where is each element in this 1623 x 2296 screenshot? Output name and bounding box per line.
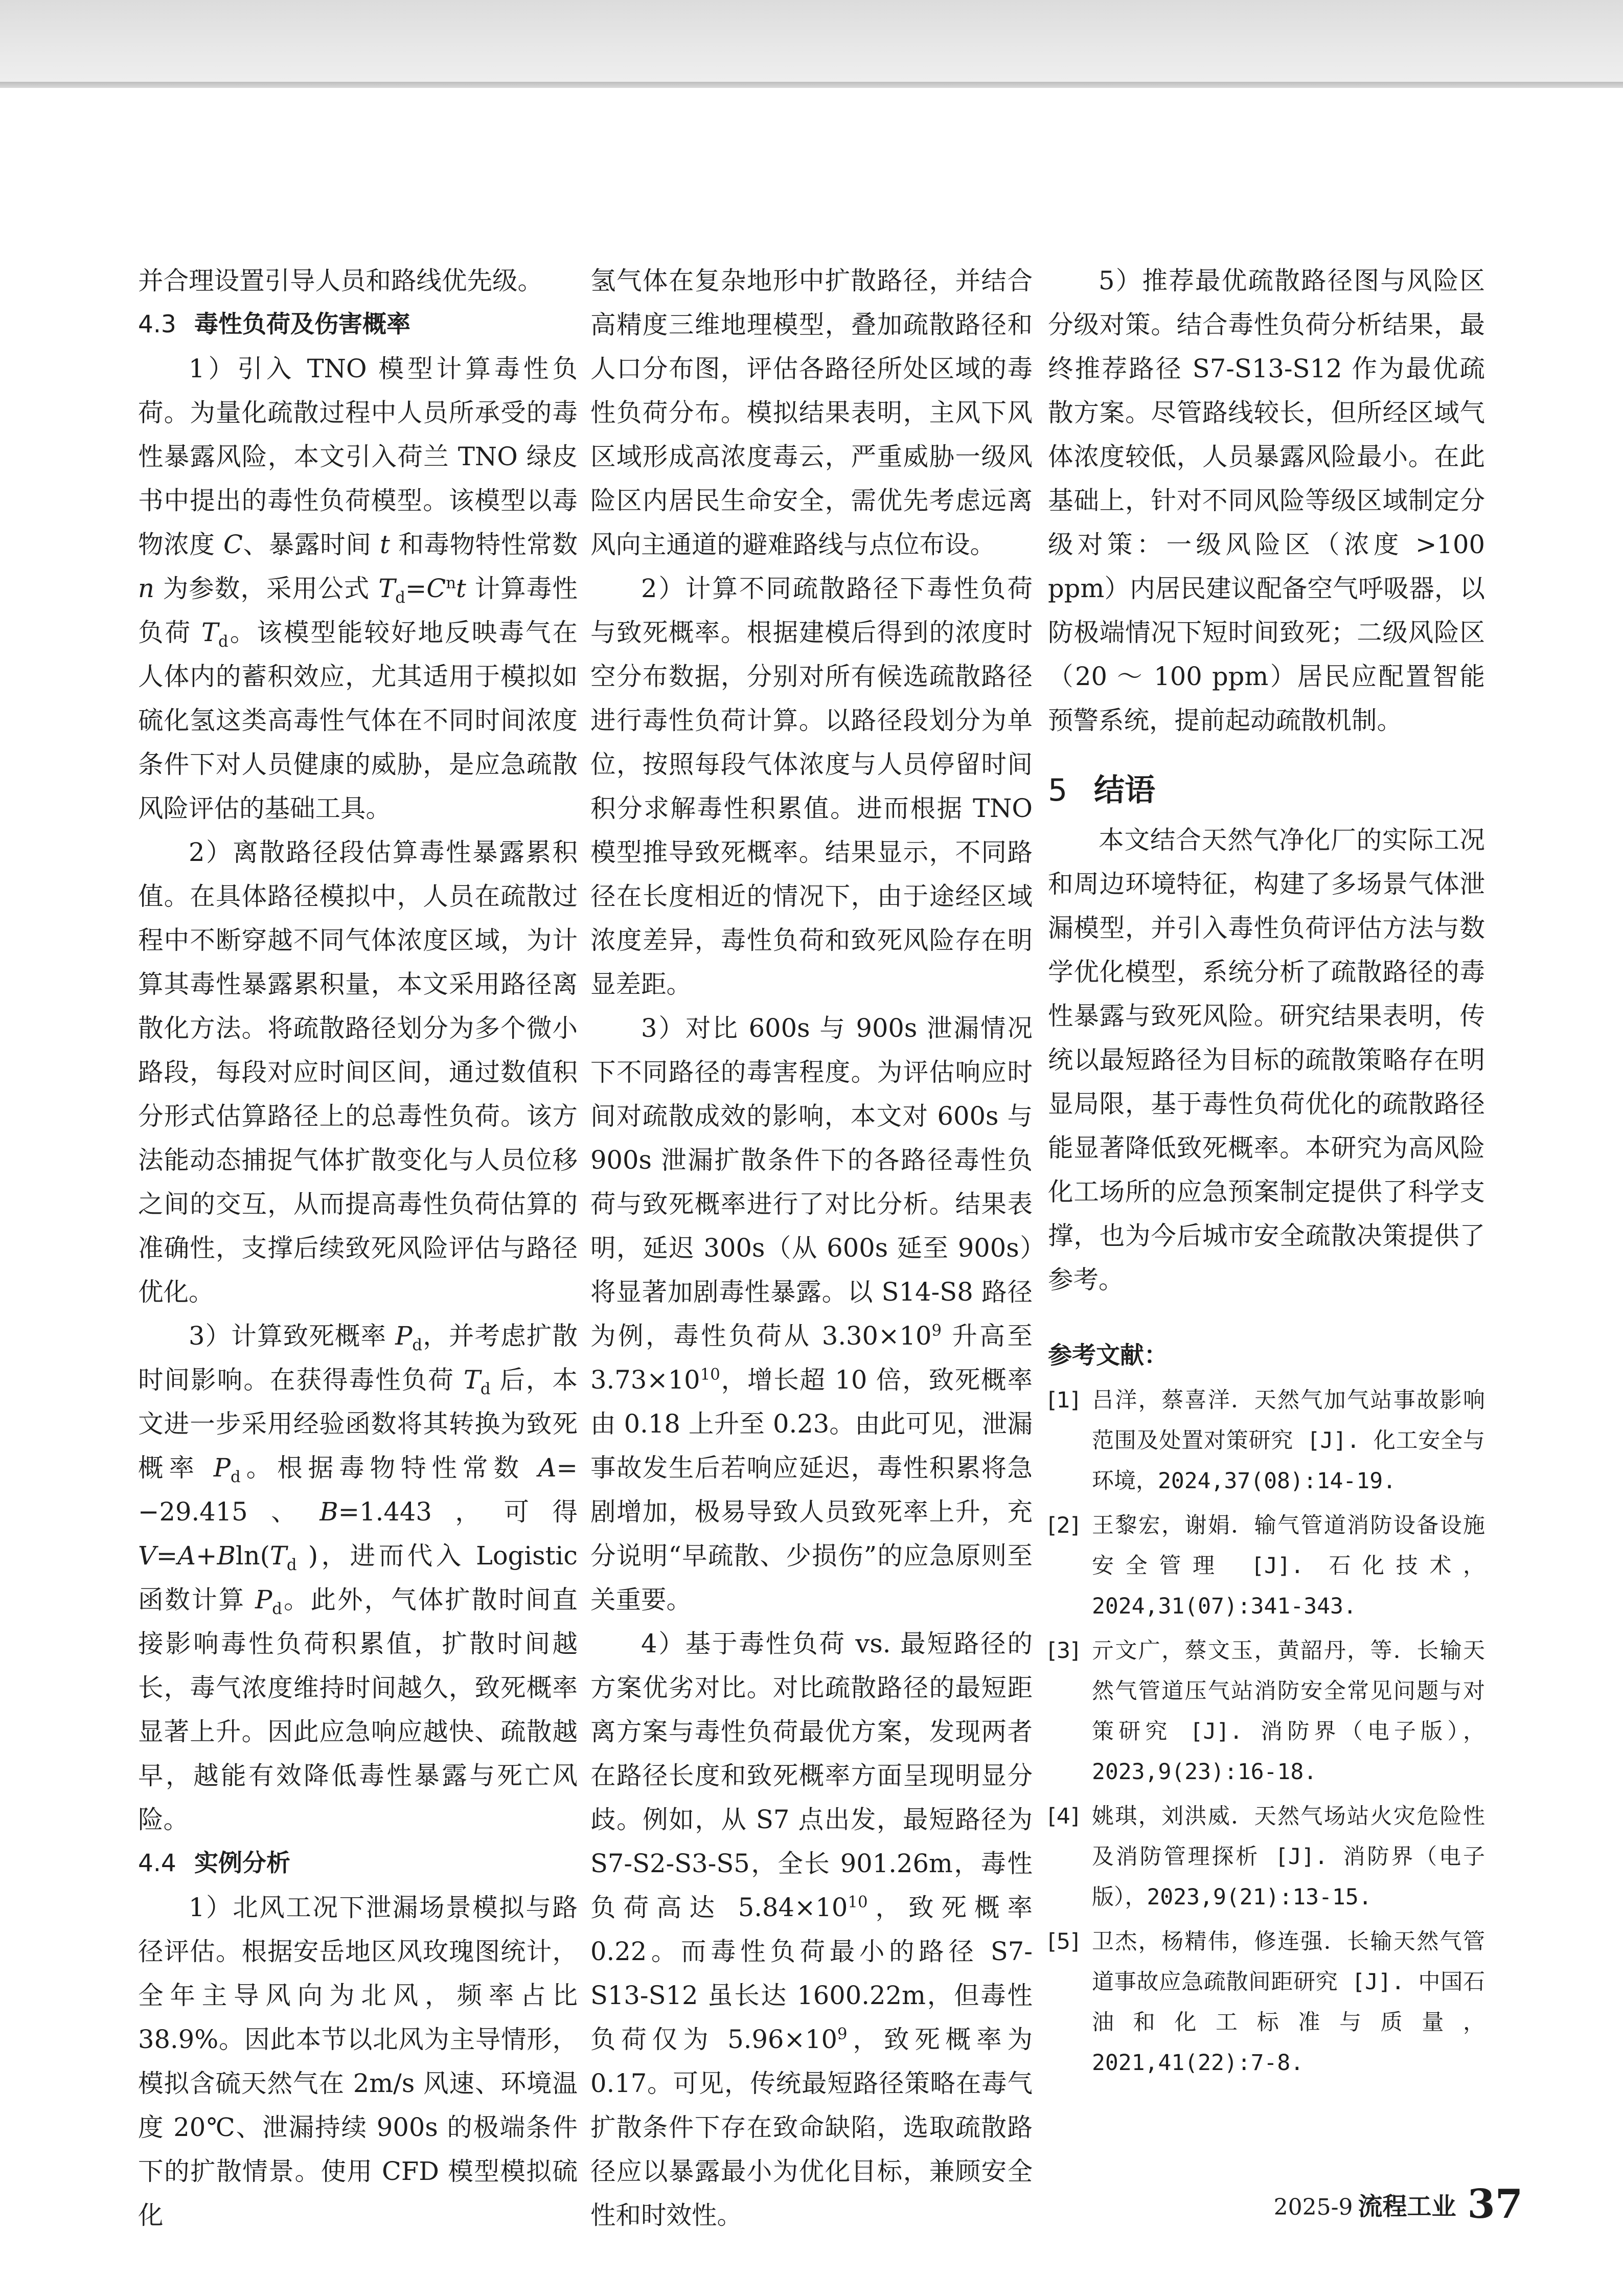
paragraph-discrete-path: 2）离散路径段估算毒性暴露累积值。在具体路径模拟中，人员在疏散过程中不断穿越不同气体浓度区域，为计算其毒性暴露累积量，本文采用路径离散化方法。将疏散路径划分为多个微小路段，每段对应时间区间，通过数值积分形式估算路径上的总毒性负荷。该方法能动态捕捉气体扩散变化与人员位移之间的交互，从而提高毒性负荷估算的准确性，支撑后续致死风险评估与路径优化。 — [138, 837, 578, 1307]
references-title: 参考文献： — [1048, 1342, 1168, 1370]
section-number: 4.3 — [138, 310, 176, 338]
column-3 — [1048, 259, 1485, 2083]
journal-name: 流程工业 — [1358, 2192, 1456, 2221]
reference-item — [1048, 1506, 1485, 1627]
reference-number: [5] — [1048, 1929, 1079, 1954]
page-footer — [1274, 2181, 1523, 2227]
section-number: 4.4 — [138, 1849, 176, 1877]
paragraph-shortest-vs-toxic: 4）基于毒性负荷 vs. 最短路径的方案优劣对比。对比疏散路径的最短距离方案与毒性负荷最优方案，发现两者在路径长度和致死概率方面呈现明显分歧。例如，从 S7 点出发，最短路径为 S7-S2-S3-S5，全长 901.26m，毒性负荷高达 $5.84\times 10^{10}$，致死概率 0.22。而毒性负荷最小的路径 S7-S13-S12 虽长达 1600.22m，但毒性负荷仅为 $5.96\times 10^9$，致死概率为 0.17。可见，传统最短路径策略在毒气扩散条件下存在致命缺陷，选取疏散路径应以暴露最小为优化目标，兼顾安全性和时效性。 — [590, 1629, 1033, 2230]
paragraph-recommended-route: 5）推荐最优疏散路径图与风险区分级对策。结合毒性负荷分析结果，最终推荐路径 S7-S13-S12 作为最优疏散方案。尽管路线较长，但所经区域气体浓度较低，人员暴露风险最小。在此基础上，针对不同风险等级区域制定分级对策：一级风险区（浓度 >100 ppm）内居民建议配备空气呼吸器，以防极端情况下短时间致死；二级风险区（20 ～ 100 ppm）居民应配置智能预警系统，提前起动疏散机制。 — [1048, 266, 1485, 735]
issue-label: 2025-9 — [1273, 2194, 1353, 2220]
reference-item — [1048, 1631, 1485, 1792]
paragraph-conclusion: 本文结合天然气净化厂的实际工况和周边环境特征，构建了多场景气体泄漏模型，并引入毒性负荷评估方法与数学优化模型，系统分析了疏散路径的毒性暴露与致死风险。研究结果表明，传统以最短路径为目标的疏散策略存在明显局限，基于毒性负荷优化的疏散路径能显著降低致死概率。本研究为高风险化工场所的应急预案制定提供了科学支撑，也为今后城市安全疏散决策提供了参考。 — [1048, 825, 1485, 1294]
reference-item — [1048, 1380, 1485, 1502]
column-1 — [138, 259, 578, 2237]
paragraph-lethal-probability: 3）计算致死概率 $P_d$，并考虑扩散时间影响。在获得毒性负荷 $T_d$ 后，本文进一步采用经验函数将其转换为致死概率 $P_d$。根据毒物特性常数 A= −29.415、B=1.443，可得 $V=A+Bln(T_d$ )，进而代入 Logistic 函数计算 $P_d$。此外，气体扩散时间直接影响毒性负荷积累值，扩散时间越长，毒气浓度维持时间越久，致死概率显著上升。因此应急响应越快、疏散越早，越能有效降低毒性暴露与死亡风险。 — [138, 1321, 578, 1834]
column-2 — [590, 259, 1033, 2237]
section-title: 实例分析 — [194, 1849, 290, 1877]
top-gray-band — [0, 0, 1623, 88]
paragraph: 氢气体在复杂地形中扩散路径，并结合高精度三维地理模型，叠加疏散路径和人口分布图，评估各路径所处区域的毒性负荷分布。模拟结果表明，主风下风区域形成高浓度毒云，严重威胁一级风险区内居民生命安全，需优先考虑远离风向主通道的避难路线与点位布设。 — [590, 266, 1033, 559]
paragraph-north-wind: 1）北风工况下泄漏场景模拟与路径评估。根据安岳地区风玫瑰图统计，全年主导风向为北风，频率占比 38.9%。因此本节以北风为主导情形，模拟含硫天然气在 2m/s 风速、环境温度 20℃、泄漏持续 900s 的极端条件下的扩散情景。使用 CFD 模型模拟硫化 — [138, 1893, 578, 2230]
paragraph-tno-model: 1）引入 TNO 模型计算毒性负荷。为量化疏散过程中人员所承受的毒性暴露风险，本文引入荷兰 TNO 绿皮书中提出的毒性负荷模型。该模型以毒物浓度 C、暴露时间 t 和毒物特性常数 n 为参数，采用公式 $T_d=C^nt$ 计算毒性负荷 $T_d$。该模型能较好地反映毒气在人体内的蓄积效应，尤其适用于模拟如硫化氢这类高毒性气体在不同时间浓度条件下对人员健康的威胁，是应急疏散风险评估的基础工具。 — [138, 354, 578, 823]
paragraph-600s-900s: 3）对比 600s 与 900s 泄漏情况下不同路径的毒害程度。为评估响应时间对疏散成效的影响，本文对 600s 与 900s 泄漏扩散条件下的各路径毒性负荷与致死概率进行了对比分析。结果表明，延迟 300s（从 600s 延至 900s）将显著加剧毒性暴露。以 S14-S8 路径为例，毒性负荷从 $3.30\times 10^9$ 升高至 $3.73\times 10^{10}$，增长超 10 倍，致死概率由 0.18 上升至 0.23。由此可见，泄漏事故发生后若响应延迟，毒性积累将急剧增加，极易导致人员致死率上升，充分说明“早疏散、少损伤”的应急原则至关重要。 — [590, 1013, 1033, 1615]
reference-number: [4] — [1048, 1804, 1079, 1829]
section-number: 5 — [1048, 772, 1068, 808]
section-title: 结语 — [1094, 772, 1155, 808]
page-number: 37 — [1467, 2181, 1523, 2227]
reference-text: 姚琪，刘洪威．天然气场站火灾危险性及消防管理探析 [J]. 消防界（电子版），2023,9(21):13-15. — [1092, 1804, 1485, 1910]
reference-item — [1048, 1797, 1485, 1918]
reference-text: 亓文广，蔡文玉，黄韶丹，等．长输天然气管道压气站消防安全常见问题与对策研究 [J]. 消防界（电子版），2023,9(23):16-18. — [1092, 1638, 1485, 1785]
reference-number: [2] — [1048, 1513, 1079, 1538]
section-title: 毒性负荷及伤害概率 — [194, 310, 410, 338]
reference-number: [1] — [1048, 1388, 1079, 1413]
reference-item — [1048, 1922, 1485, 2083]
section-heading-4-3 — [138, 303, 578, 347]
reference-text: 吕洋，蔡喜洋．天然气加气站事故影响范围及处置对策研究 [J]. 化工安全与环境，2024,37(08):14-19. — [1092, 1388, 1485, 1494]
section-heading-4-4 — [138, 1842, 578, 1885]
paragraph-toxic-load-calc: 2）计算不同疏散路径下毒性负荷与致死概率。根据建模后得到的浓度时空分布数据，分别对所有候选疏散路径进行毒性负荷计算。以路径段划分为单位，按照每段气体浓度与人员停留时间积分求解毒性积累值。进而根据 TNO 模型推导致死概率。结果显示，不同路径在长度相近的情况下，由于途经区域浓度差异，毒性负荷和致死风险存在明显差距。 — [590, 574, 1033, 999]
section-heading-5 — [1048, 770, 1485, 811]
paragraph: 并合理设置引导人员和路线优先级。 — [138, 266, 543, 295]
reference-number: [3] — [1048, 1638, 1079, 1664]
reference-text: 卫杰，杨精伟，修连强．长输天然气管道事故应急疏散间距研究 [J]. 中国石油和化工标准与质量，2021,41(22):7-8. — [1092, 1929, 1485, 2076]
reference-text: 王黎宏，谢娟．输气管道消防设备设施安全管理 [J]. 石化技术，2024,31(07):341-343. — [1092, 1513, 1485, 1619]
